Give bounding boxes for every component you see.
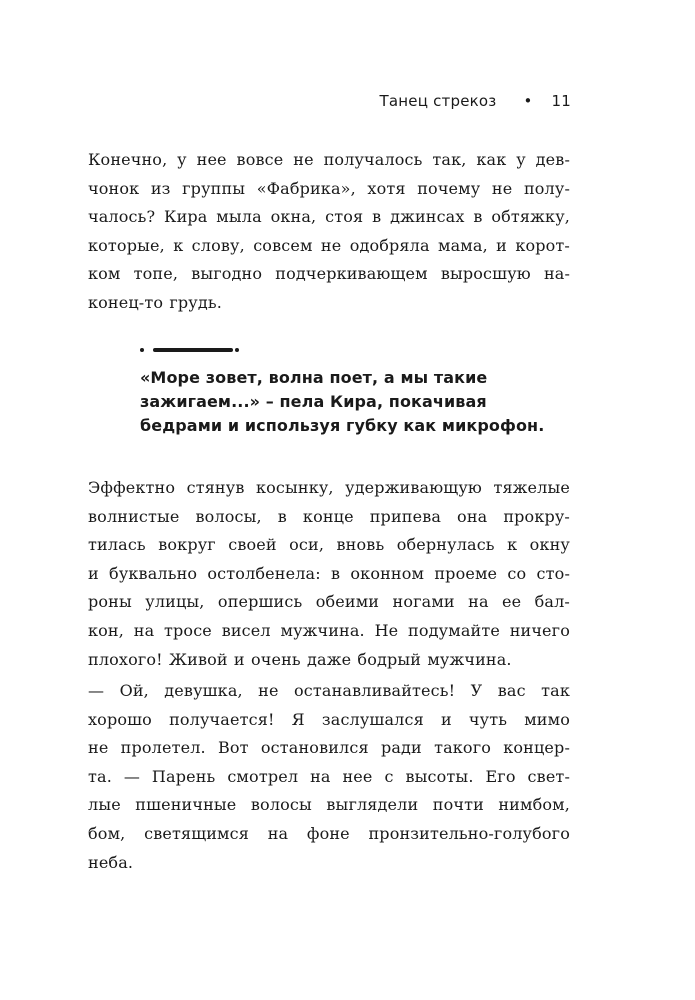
paragraph-1 <box>88 146 570 318</box>
text-line: которые, к слову, совсем не одобряла мама, и корот- <box>88 235 570 255</box>
page-number: 11 <box>551 92 571 110</box>
paragraph-2 <box>88 474 570 674</box>
text-line: плохого! Живой и очень даже бодрый мужчина. <box>88 649 512 669</box>
text-line: чонок из группы «Фабрика», хотя почему не полу- <box>88 178 570 198</box>
text-line: неба. <box>88 852 134 872</box>
text-line: хорошо получается! Я заслушался и чуть мимо <box>88 709 570 729</box>
text-line: не пролетел. Вот остановился ради такого концер- <box>88 738 570 758</box>
header-separator: • <box>523 92 533 110</box>
text-line: чалось? Кира мыла окна, стоя в джинсах в обтяжку, <box>88 207 570 227</box>
text-line: и буквально остолбенела: в оконном проеме со сто- <box>88 563 570 583</box>
paragraph-3 <box>88 677 570 877</box>
text-line: та. — Парень смотрел на нее с высоты. Его свет- <box>88 766 570 786</box>
text-line: Конечно, у нее вовсе не получалось так, как у дев- <box>88 150 570 169</box>
pull-quote <box>140 366 550 438</box>
quote-line: бедрами и используя губку как микрофон. <box>140 416 545 435</box>
text-line: конец-то грудь. <box>88 292 222 312</box>
ornament-dot-left <box>140 348 144 352</box>
running-header <box>380 92 571 110</box>
text-line: ком топе, выгодно подчеркивающем выросшую на- <box>88 264 570 284</box>
text-line: тилась вокруг своей оси, вновь обернулась к окну <box>88 535 570 555</box>
text-line: роны улицы, опершись обеими ногами на ее бал- <box>88 592 570 612</box>
text-line: Эффектно стянув косынку, удерживающую тяжелые <box>88 478 570 497</box>
text-line: волнистые волосы, в конце припева она прокру- <box>88 506 570 526</box>
quote-line: «Море зовет, волна поет, а мы такие <box>140 368 488 387</box>
text-line: — Ой, девушка, не останавливайтесь! У вас так <box>88 681 570 700</box>
quote-ornament <box>140 345 240 355</box>
text-line: лые пшеничные волосы выглядели почти нимбом, <box>88 795 570 815</box>
running-title: Танец стрекоз <box>379 92 497 110</box>
text-line: бом, светящимся на фоне пронзительно-голубого <box>88 823 570 843</box>
ornament-dot-right <box>235 348 239 352</box>
ornament-bar <box>153 348 233 352</box>
quote-line: зажигаем...» – пела Кира, покачивая <box>140 392 487 411</box>
text-line: кон, на тросе висел мужчина. Не подумайте ничего <box>88 620 570 640</box>
